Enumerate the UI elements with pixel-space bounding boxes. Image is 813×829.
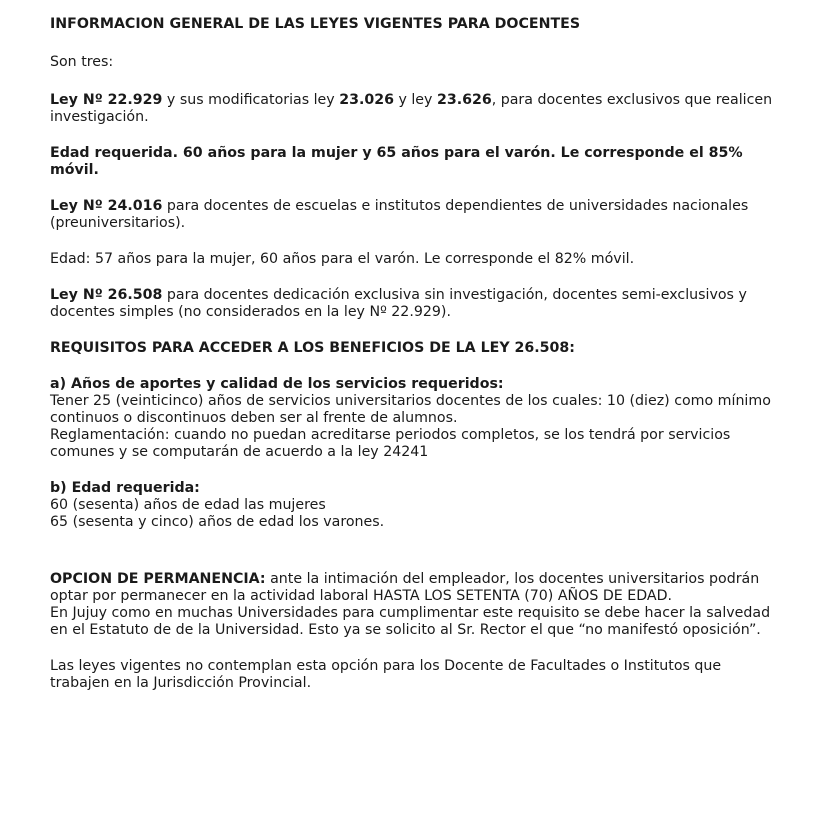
jujuy-paragraph: En Jujuy como en muchas Universidades para cumplimentar este requisito se debe hacer la salvedad en el Estatuto de de la Universidad. Esto ya se solicito al Sr. Rector el que “no manifestó oposición”. — [50, 605, 771, 638]
document-title: INFORMACION GENERAL DE LAS LEYES VIGENTES PARA DOCENTES — [50, 16, 581, 32]
law-24016-paragraph: Ley Nº 24.016 para docentes de escuelas e institutos dependientes de universidades nacionales (preuniversitarios). — [50, 198, 749, 231]
law-24016-age: Edad: 57 años para la mujer, 60 años para el varón. Le corresponde el 82% móvil. — [50, 251, 635, 267]
section-b-line1: 60 (sesenta) años de edad las mujeres — [50, 497, 326, 513]
section-b-heading: b) Edad requerida: — [50, 480, 200, 496]
law-26508-name: Ley Nº 26.508 — [50, 287, 163, 303]
law-24016-name: Ley Nº 24.016 — [50, 198, 163, 214]
law-26508-paragraph: Ley Nº 26.508 para docentes dedicación exclusiva sin investigación, docentes semi-exclusivos y docentes simples (no considerados en la ley Nº 22.929). — [50, 287, 747, 320]
section-a-heading: a) Años de aportes y calidad de los servicios requeridos: — [50, 376, 504, 392]
section-a-line1: Tener 25 (veinticinco) años de servicios universitarios docentes de los cuales: 10 (diez) como mínimo continuos o discontinuos deben ser al frente de alumnos. — [50, 393, 771, 426]
section-b-line2: 65 (sesenta y cinco) años de edad los varones. — [50, 514, 385, 530]
permanence-label: OPCION DE PERMANENCIA: — [50, 571, 266, 587]
requirements-heading: REQUISITOS PARA ACCEDER A LOS BENEFICIOS DE LA LEY 26.508: — [50, 340, 575, 356]
law-23626-number: 23.626 — [436, 92, 492, 108]
law-22929-age: Edad requerida. 60 años para la mujer y 65 años para el varón. Le corresponde el 85% móvil. — [50, 145, 743, 178]
law-22929-name: Ley Nº 22.929 — [50, 92, 163, 108]
permanence-paragraph: OPCION DE PERMANENCIA: ante la intimación del empleador, los docentes universitarios podrán optar por permanecer en la actividad laboral HASTA LOS SETENTA (70) AÑOS DE EDAD. — [50, 571, 760, 604]
section-a-line2: Reglamentación: cuando no puedan acreditarse periodos completos, se los tendrá por servicios comunes y se computarán de acuerdo a la ley 24241 — [50, 427, 731, 460]
law-22929-paragraph: Ley Nº 22.929 y sus modificatorias ley 23.026 y ley 23.626, para docentes exclusivos que realicen investigación. — [50, 92, 773, 125]
closing-paragraph: Las leyes vigentes no contemplan esta opción para los Docente de Facultades o Institutos que trabajen en la Jurisdicción Provincial. — [50, 658, 722, 691]
law-23026-number: 23.026 — [339, 92, 394, 108]
intro-text: Son tres: — [50, 54, 114, 70]
